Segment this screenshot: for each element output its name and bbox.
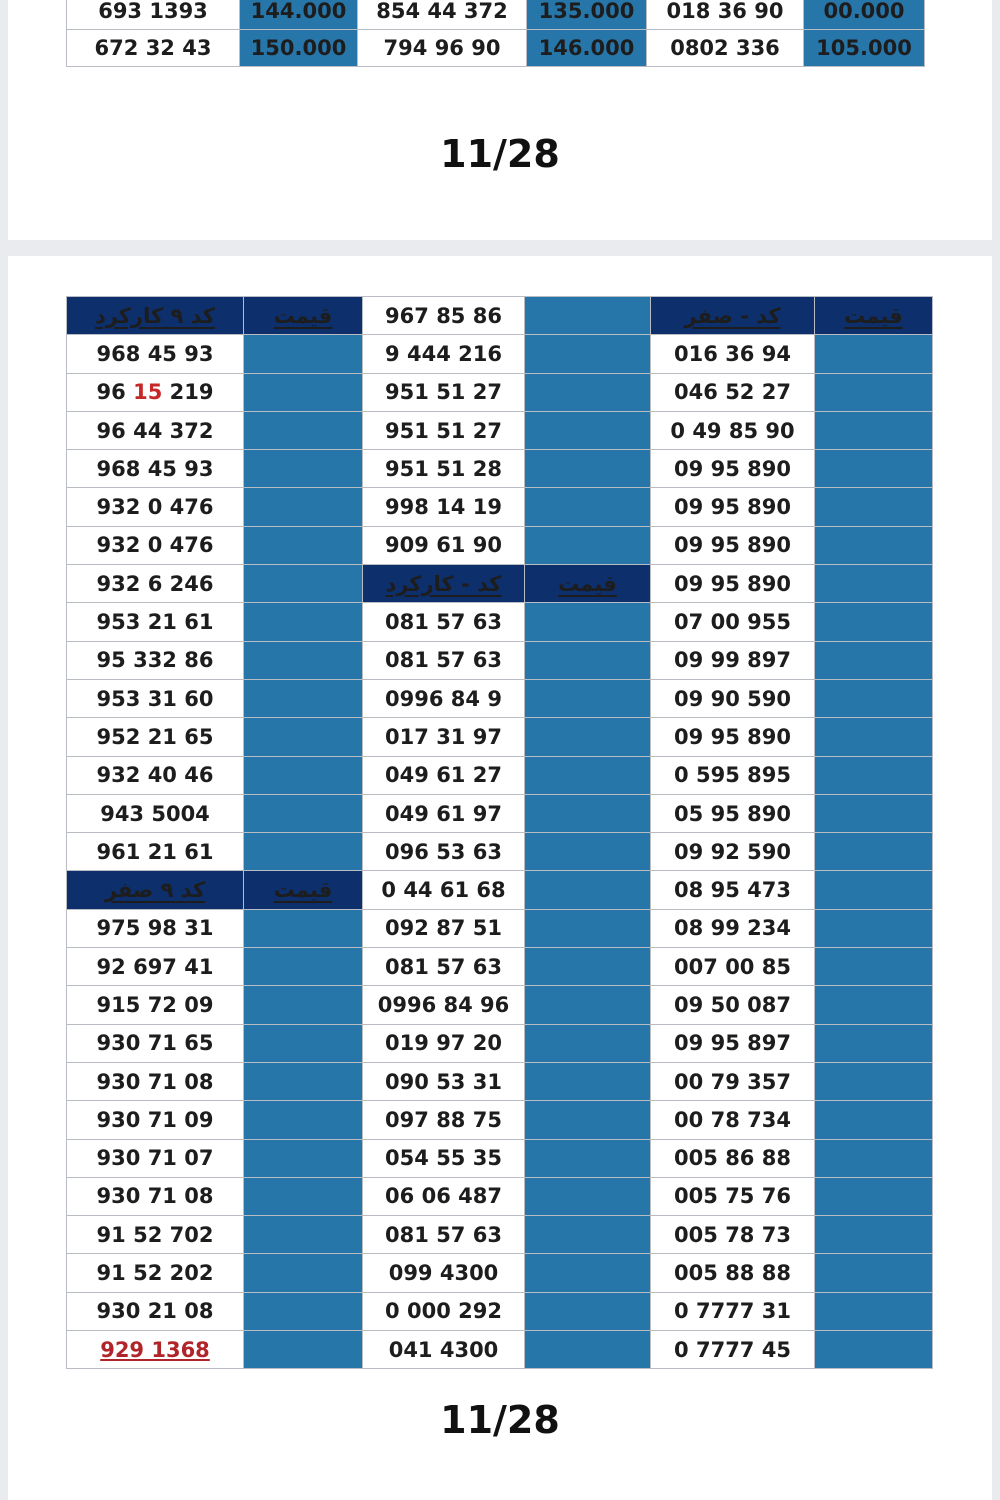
number-cell: 953 21 61: [67, 603, 244, 641]
number-cell: 0996 84 9: [363, 679, 525, 717]
number-cell: 005 86 88: [651, 1139, 815, 1177]
price-cell: [244, 1292, 363, 1330]
number-cell: 005 88 88: [651, 1254, 815, 1292]
table-row: [67, 565, 933, 603]
price-cell: [244, 794, 363, 832]
number-cell: 049 61 97: [363, 794, 525, 832]
number-cell: 967 85 86: [363, 297, 525, 335]
number-cell: 951 51 27: [363, 411, 525, 449]
table-row: [67, 1139, 933, 1177]
number-cell: 096 53 63: [363, 833, 525, 871]
price-cell: [244, 641, 363, 679]
number-cell: 09 95 890: [651, 565, 815, 603]
number-cell: 005 75 76: [651, 1177, 815, 1215]
number-cell: 961 21 61: [67, 833, 244, 871]
number-cell: 9 444 216: [363, 335, 525, 373]
price-cell: [244, 335, 363, 373]
number-cell: 0 7777 45: [651, 1331, 815, 1369]
number-cell: 92 697 41: [67, 948, 244, 986]
number-cell: 005 78 73: [651, 1216, 815, 1254]
number-cell: 932 40 46: [67, 756, 244, 794]
number-cell: 007 00 85: [651, 948, 815, 986]
price-cell: [815, 1254, 933, 1292]
price-cell: [244, 1331, 363, 1369]
price-cell: 150.000: [240, 30, 358, 67]
price-cell: [525, 718, 651, 756]
price-cell: [815, 526, 933, 564]
price-cell: [525, 1331, 651, 1369]
number-cell: 932 0 476: [67, 526, 244, 564]
table-row: [67, 0, 925, 30]
price-cell: [244, 488, 363, 526]
bottom-page-card: [8, 256, 992, 1500]
number-cell: 08 95 473: [651, 871, 815, 909]
number-cell: 95 332 86: [67, 641, 244, 679]
price-cell: [244, 679, 363, 717]
price-cell: [525, 679, 651, 717]
number-cell: 046 52 27: [651, 373, 815, 411]
number-cell: 09 90 590: [651, 679, 815, 717]
price-cell: [815, 833, 933, 871]
price-cell: [815, 756, 933, 794]
price-cell: [525, 603, 651, 641]
price-cell: [244, 373, 363, 411]
price-cell: [525, 1139, 651, 1177]
number-cell: [67, 373, 244, 411]
number-cell: 00 79 357: [651, 1062, 815, 1100]
price-cell: [244, 565, 363, 603]
number-cell: 0802 336: [647, 30, 804, 67]
table-row: [67, 450, 933, 488]
price-cell: [244, 1139, 363, 1177]
number-cell: 930 71 08: [67, 1062, 244, 1100]
table-row: [67, 373, 933, 411]
price-cell: [525, 1024, 651, 1062]
price-cell: [525, 1101, 651, 1139]
number-cell: 0 7777 31: [651, 1292, 815, 1330]
price-cell: [244, 1177, 363, 1215]
number-cell: 951 51 27: [363, 373, 525, 411]
price-cell: [815, 1101, 933, 1139]
number-cell: 0 595 895: [651, 756, 815, 794]
number-cell: 930 71 07: [67, 1139, 244, 1177]
page-number: 11/28: [440, 1398, 560, 1442]
price-cell: [815, 335, 933, 373]
table-row: [67, 297, 933, 335]
price-cell: [815, 679, 933, 717]
table-row: [67, 1254, 933, 1292]
number-part: 96: [96, 380, 134, 405]
table-row: [67, 30, 925, 67]
number-cell: 09 95 890: [651, 718, 815, 756]
table-row: [67, 1062, 933, 1100]
number-cell: 016 36 94: [651, 335, 815, 373]
table-row: [67, 679, 933, 717]
price-cell: [244, 909, 363, 947]
price-cell: [525, 871, 651, 909]
number-cell: 081 57 63: [363, 948, 525, 986]
price-cell: [525, 450, 651, 488]
number-cell: 0 000 292: [363, 1292, 525, 1330]
price-cell: [815, 373, 933, 411]
table-row: [67, 909, 933, 947]
price-cell: [815, 1139, 933, 1177]
number-cell: 951 51 28: [363, 450, 525, 488]
price-cell: [815, 1062, 933, 1100]
price-header: قیمت: [244, 871, 363, 909]
number-cell: 968 45 93: [67, 450, 244, 488]
number-cell: 054 55 35: [363, 1139, 525, 1177]
number-cell: 090 53 31: [363, 1062, 525, 1100]
number-cell: 08 99 234: [651, 909, 815, 947]
price-cell: [815, 1177, 933, 1215]
price-cell: [815, 565, 933, 603]
number-cell: 0996 84 96: [363, 986, 525, 1024]
number-cell: 07 00 955: [651, 603, 815, 641]
price-cell: [244, 756, 363, 794]
number-cell: 041 4300: [363, 1331, 525, 1369]
price-cell: [244, 450, 363, 488]
number-cell: 017 31 97: [363, 718, 525, 756]
number-cell: 91 52 202: [67, 1254, 244, 1292]
number-cell: 018 36 90: [647, 0, 804, 30]
number-cell: 06 06 487: [363, 1177, 525, 1215]
number-cell: 909 61 90: [363, 526, 525, 564]
top-price-table: [66, 0, 925, 67]
number-cell: 854 44 372: [358, 0, 527, 30]
price-cell: [815, 1292, 933, 1330]
number-cell: 09 95 890: [651, 526, 815, 564]
price-cell: [244, 1216, 363, 1254]
number-cell: 09 92 590: [651, 833, 815, 871]
price-cell: 146.000: [527, 30, 647, 67]
number-cell: 019 97 20: [363, 1024, 525, 1062]
price-cell: [525, 986, 651, 1024]
section-header-kod-sefr: کد - صفر: [651, 297, 815, 335]
highlighted-digits: 15: [133, 380, 163, 405]
price-cell: [525, 756, 651, 794]
table-row: [67, 1177, 933, 1215]
number-cell: 932 0 476: [67, 488, 244, 526]
table-row: [67, 603, 933, 641]
highlighted-number: 929 1368: [100, 1337, 210, 1362]
price-cell: [815, 488, 933, 526]
price-cell: 144.000: [240, 0, 358, 30]
number-cell: 693 1393: [67, 0, 240, 30]
number-cell: 092 87 51: [363, 909, 525, 947]
number-cell: 081 57 63: [363, 641, 525, 679]
number-cell: 952 21 65: [67, 718, 244, 756]
number-cell: 930 21 08: [67, 1292, 244, 1330]
section-header-kod-karkard: کد - کارکرد: [363, 565, 525, 603]
table-row: [67, 526, 933, 564]
price-cell: [525, 335, 651, 373]
table-row: [67, 756, 933, 794]
price-cell: [815, 986, 933, 1024]
number-cell: 05 95 890: [651, 794, 815, 832]
number-cell: 794 96 90: [358, 30, 527, 67]
price-cell: [525, 794, 651, 832]
table-row: [67, 411, 933, 449]
price-header: قیمت: [244, 297, 363, 335]
price-cell: [525, 833, 651, 871]
number-cell: 0 49 85 90: [651, 411, 815, 449]
price-cell: [815, 948, 933, 986]
price-cell: [525, 1062, 651, 1100]
section-header-kod9-sefr: کد ۹ صفر: [67, 871, 244, 909]
number-cell: 91 52 702: [67, 1216, 244, 1254]
price-cell: 105.000: [804, 30, 925, 67]
price-cell: [244, 1254, 363, 1292]
price-cell: [244, 833, 363, 871]
number-part: 219: [162, 380, 214, 405]
number-cell: 0 44 61 68: [363, 871, 525, 909]
price-cell: [815, 641, 933, 679]
price-cell: [815, 1216, 933, 1254]
number-cell: 932 6 246: [67, 565, 244, 603]
price-cell: [525, 297, 651, 335]
number-cell: 968 45 93: [67, 335, 244, 373]
price-cell: [525, 909, 651, 947]
price-cell: [525, 1177, 651, 1215]
table-row: [67, 1292, 933, 1330]
price-cell: [525, 373, 651, 411]
table-row: [67, 1216, 933, 1254]
number-cell: 081 57 63: [363, 603, 525, 641]
number-cell: 049 61 27: [363, 756, 525, 794]
table-row: [67, 641, 933, 679]
number-cell: 09 50 087: [651, 986, 815, 1024]
price-cell: [244, 718, 363, 756]
number-cell: 96 44 372: [67, 411, 244, 449]
number-cell: 00 78 734: [651, 1101, 815, 1139]
number-cell: 099 4300: [363, 1254, 525, 1292]
price-cell: [815, 411, 933, 449]
price-cell: [244, 986, 363, 1024]
price-cell: [244, 1024, 363, 1062]
number-cell: 998 14 19: [363, 488, 525, 526]
price-header: قیمت: [815, 297, 933, 335]
table-row: [67, 948, 933, 986]
number-cell: 097 88 75: [363, 1101, 525, 1139]
price-cell: [525, 411, 651, 449]
price-cell: [244, 526, 363, 564]
number-cell: 09 99 897: [651, 641, 815, 679]
table-row: [67, 335, 933, 373]
table-row: [67, 718, 933, 756]
number-cell: [67, 1331, 244, 1369]
price-cell: [525, 1254, 651, 1292]
price-cell: [244, 411, 363, 449]
price-cell: [815, 718, 933, 756]
price-cell: [815, 1331, 933, 1369]
table-row: [67, 1331, 933, 1369]
price-cell: [815, 871, 933, 909]
price-cell: [525, 1216, 651, 1254]
price-cell: [244, 603, 363, 641]
price-cell: [815, 603, 933, 641]
number-cell: 081 57 63: [363, 1216, 525, 1254]
table-row: [67, 1024, 933, 1062]
top-page-card: [8, 0, 992, 240]
table-row: [67, 1101, 933, 1139]
number-cell: 930 71 09: [67, 1101, 244, 1139]
number-cell: 930 71 08: [67, 1177, 244, 1215]
price-cell: [525, 641, 651, 679]
table-row: [67, 871, 933, 909]
table-row: [67, 986, 933, 1024]
table-row: [67, 488, 933, 526]
price-cell: 00.000: [804, 0, 925, 30]
number-cell: 09 95 890: [651, 450, 815, 488]
number-price-table: [66, 296, 933, 1369]
price-cell: [815, 1024, 933, 1062]
number-cell: 09 95 897: [651, 1024, 815, 1062]
price-cell: [244, 1101, 363, 1139]
number-cell: 672 32 43: [67, 30, 240, 67]
price-cell: [244, 1062, 363, 1100]
price-cell: [815, 450, 933, 488]
price-cell: [525, 526, 651, 564]
section-header-kod9-karkard: کد ۹ کارکرد: [67, 297, 244, 335]
price-header: قیمت: [525, 565, 651, 603]
number-cell: 943 5004: [67, 794, 244, 832]
number-cell: 953 31 60: [67, 679, 244, 717]
price-cell: [525, 1292, 651, 1330]
number-cell: 09 95 890: [651, 488, 815, 526]
number-cell: 930 71 65: [67, 1024, 244, 1062]
price-cell: [815, 794, 933, 832]
price-cell: [525, 948, 651, 986]
table-row: [67, 833, 933, 871]
number-cell: 975 98 31: [67, 909, 244, 947]
page-number: 11/28: [440, 132, 560, 176]
price-cell: [244, 948, 363, 986]
price-cell: [815, 909, 933, 947]
price-cell: 135.000: [527, 0, 647, 30]
price-cell: [525, 488, 651, 526]
number-cell: 915 72 09: [67, 986, 244, 1024]
table-row: [67, 794, 933, 832]
